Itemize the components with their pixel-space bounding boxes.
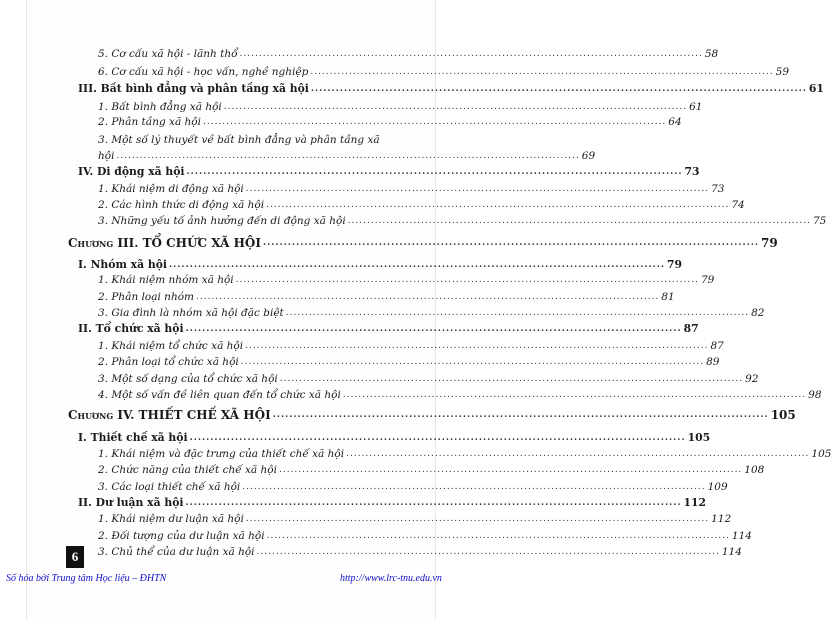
toc-entry-row	[98, 215, 827, 227]
toc-entry-label: 1. Khái niệm tổ chức xã hội	[98, 340, 244, 352]
toc-page-number: 61	[689, 101, 703, 113]
toc-entry-row	[98, 448, 831, 460]
toc-page-number: 112	[711, 513, 732, 525]
toc-entry-row	[98, 183, 725, 195]
toc-entry-row	[98, 389, 822, 401]
dot-leader: ........................................................................................................................	[278, 465, 743, 475]
dot-leader: ........................................................................................................................	[245, 184, 710, 194]
toc-page-number: 109	[707, 481, 728, 493]
toc-entry-label: 1. Khái niệm di động xã hội	[98, 183, 244, 195]
dot-leader: ........................................................................................................................	[245, 341, 709, 351]
toc-page-number: 114	[731, 530, 752, 542]
toc-entry-row	[98, 340, 724, 352]
toc-entry-label: 4. Một số vấn đề liên quan đến tổ chức xã hội	[98, 389, 341, 401]
dot-leader: ........................................................................................................................	[310, 67, 774, 77]
toc-page-number: 87	[710, 340, 724, 352]
dot-leader: ........................................................................................................................	[116, 151, 580, 161]
toc-entry-row	[98, 530, 752, 542]
toc-page-number: 79	[761, 236, 778, 250]
toc-entry-label: 1. Khái niệm và đặc trưng của thiết chế xã hội	[98, 448, 345, 460]
toc-page-number: 112	[683, 496, 707, 509]
dot-leader: ........................................................................................................................	[242, 482, 706, 492]
toc-page-number: 69	[581, 150, 596, 162]
dot-leader: ........................................................................................................................	[185, 324, 682, 334]
toc-entry-label: hội	[98, 150, 115, 162]
page-number: 6	[66, 546, 84, 568]
dot-leader: ........................................................................................................................	[266, 200, 730, 210]
toc-entry-row	[98, 134, 404, 146]
dot-leader: ........................................................................................................................	[189, 433, 686, 443]
toc-entry-row	[98, 66, 790, 78]
toc-entry-row	[98, 464, 765, 476]
toc-entry-label: 3. Một số dạng của tổ chức xã hội	[98, 373, 278, 385]
toc-entry-row	[98, 373, 759, 385]
toc-page-number: 79	[667, 258, 683, 271]
toc-section-row	[78, 258, 683, 271]
toc-entry-label: 3. Các loại thiết chế xã hội	[98, 481, 241, 493]
toc-page-number: 98	[808, 389, 822, 401]
toc-entry-row	[98, 513, 732, 525]
toc-page-number: 81	[661, 291, 675, 303]
toc-page-number: 64	[668, 116, 682, 128]
toc-page-number: 59	[775, 66, 790, 78]
toc-page-number: 105	[770, 408, 796, 422]
toc-section-row	[78, 82, 824, 95]
dot-leader: ........................................................................................................................	[346, 449, 810, 459]
toc-page-number: 58	[704, 48, 719, 60]
toc-page-number: 87	[683, 322, 699, 335]
dot-leader: ........................................................................................................................	[310, 84, 807, 94]
toc-page-number: 75	[813, 215, 827, 227]
toc-section-row	[78, 165, 700, 178]
toc-entry-row	[98, 150, 596, 162]
toc-entry-row	[98, 101, 703, 113]
toc-section-row	[78, 496, 707, 509]
toc-page-number: 74	[731, 199, 745, 211]
toc-entry-label: 6. Cơ cấu xã hội - học vấn, nghề nghiệp	[98, 66, 309, 78]
dot-leader: ........................................................................................................................	[240, 357, 705, 367]
dot-leader: ........................................................................................................................	[256, 547, 720, 557]
dot-leader: ........................................................................................................................	[272, 410, 769, 420]
toc-entry-row	[98, 291, 675, 303]
dot-leader: ........................................................................................................................	[185, 498, 682, 508]
toc-entry-label: 1. Khái niệm nhóm xã hội	[98, 274, 234, 286]
dot-leader: ........................................................................................................................	[347, 216, 811, 226]
dot-leader: ........................................................................................................................	[223, 102, 688, 112]
toc-chapter-row	[68, 408, 796, 422]
toc-entry-label: 2. Phân loại nhóm	[98, 291, 194, 303]
dot-leader: ........................................................................................................................	[279, 374, 744, 384]
footer-url[interactable]: http://www.lrc-tnu.edu.vn	[340, 573, 442, 584]
toc-entry-label: 3. Một số lý thuyết về bất bình đẳng và phân tầng xã	[98, 134, 380, 146]
toc-page-number: 108	[744, 464, 765, 476]
toc-entry-row	[98, 481, 728, 493]
dot-leader: ........................................................................................................................	[186, 167, 683, 177]
dot-leader: ........................................................................................................................	[263, 238, 759, 248]
toc-entry-row	[98, 356, 720, 368]
toc-page-number: 73	[684, 165, 700, 178]
toc-entry-label: Chương III. TỔ CHỨC XÃ HỘI	[68, 236, 261, 250]
toc-entry-label: 3. Gia đình là nhóm xã hội đặc biệt	[98, 307, 284, 319]
dot-leader: ........................................................................................................................	[342, 390, 807, 400]
toc-entry-label: IV. Di động xã hội	[78, 165, 185, 178]
dot-leader: ........................................................................................................................	[202, 117, 667, 127]
toc-entry-label: II. Tổ chức xã hội	[78, 322, 184, 335]
toc-entry-label: 5. Cơ cấu xã hội - lãnh thổ	[98, 48, 238, 60]
dot-leader: ........................................................................................................................	[195, 292, 660, 302]
toc-entry-row	[98, 307, 765, 319]
dot-leader: ........................................................................................................................	[239, 49, 703, 59]
toc-entry-label: Chương IV. THIẾT CHẾ XÃ HỘI	[68, 408, 271, 422]
dot-leader: ........................................................................................................................	[285, 308, 750, 318]
toc-entry-label: 1. Bất bình đẳng xã hội	[98, 101, 222, 113]
toc-entry-label: 2. Chức năng của thiết chế xã hội	[98, 464, 277, 476]
toc-entry-row	[98, 48, 719, 60]
toc-entry-label: 2. Phân tầng xã hội	[98, 116, 201, 128]
toc-entry-label: 3. Chủ thể của dư luận xã hội	[98, 546, 255, 558]
toc-entry-label: 1. Khái niệm dư luận xã hội	[98, 513, 244, 525]
toc-entry-label: II. Dư luận xã hội	[78, 496, 184, 509]
toc-section-row	[78, 431, 711, 444]
dot-leader: ........................................................................................................................	[266, 531, 730, 541]
toc-page-number: 79	[700, 274, 715, 286]
dot-leader: ........................................................................................................................	[245, 514, 710, 524]
toc-page-number: 61	[808, 82, 824, 95]
toc-entry-row	[98, 199, 745, 211]
toc-page-number: 105	[687, 431, 711, 444]
toc-page-number: 82	[751, 307, 765, 319]
toc-page-number: 114	[721, 546, 742, 558]
footer-source: Số hóa bởi Trung tâm Học liệu – ĐHTN	[6, 573, 167, 584]
toc-entry-label: 2. Phân loại tổ chức xã hội	[98, 356, 239, 368]
dot-leader: ........................................................................................................................	[169, 260, 666, 270]
toc-entry-row	[98, 274, 715, 286]
toc-entry-label: I. Thiết chế xã hội	[78, 431, 188, 444]
toc-entry-label: I. Nhóm xã hội	[78, 258, 168, 271]
toc-page-number: 89	[706, 356, 720, 368]
toc-section-row	[78, 322, 699, 335]
toc-page-number: 92	[745, 373, 759, 385]
toc-chapter-row	[68, 236, 778, 250]
toc-entry-row	[98, 116, 682, 128]
toc-entry-label: III. Bất bình đẳng và phân tầng xã hội	[78, 82, 309, 95]
toc-entry-label: 2. Các hình thức di động xã hội	[98, 199, 265, 211]
dot-leader: ........................................................................................................................	[235, 275, 699, 285]
toc-entry-row	[98, 546, 742, 558]
toc-page-number: 73	[711, 183, 725, 195]
toc-entry-label: 3. Những yếu tố ảnh hưởng đến di động xã hội	[98, 215, 346, 227]
toc-page-number: 105	[811, 448, 831, 460]
toc-entry-label: 2. Đối tượng của dư luận xã hội	[98, 530, 265, 542]
